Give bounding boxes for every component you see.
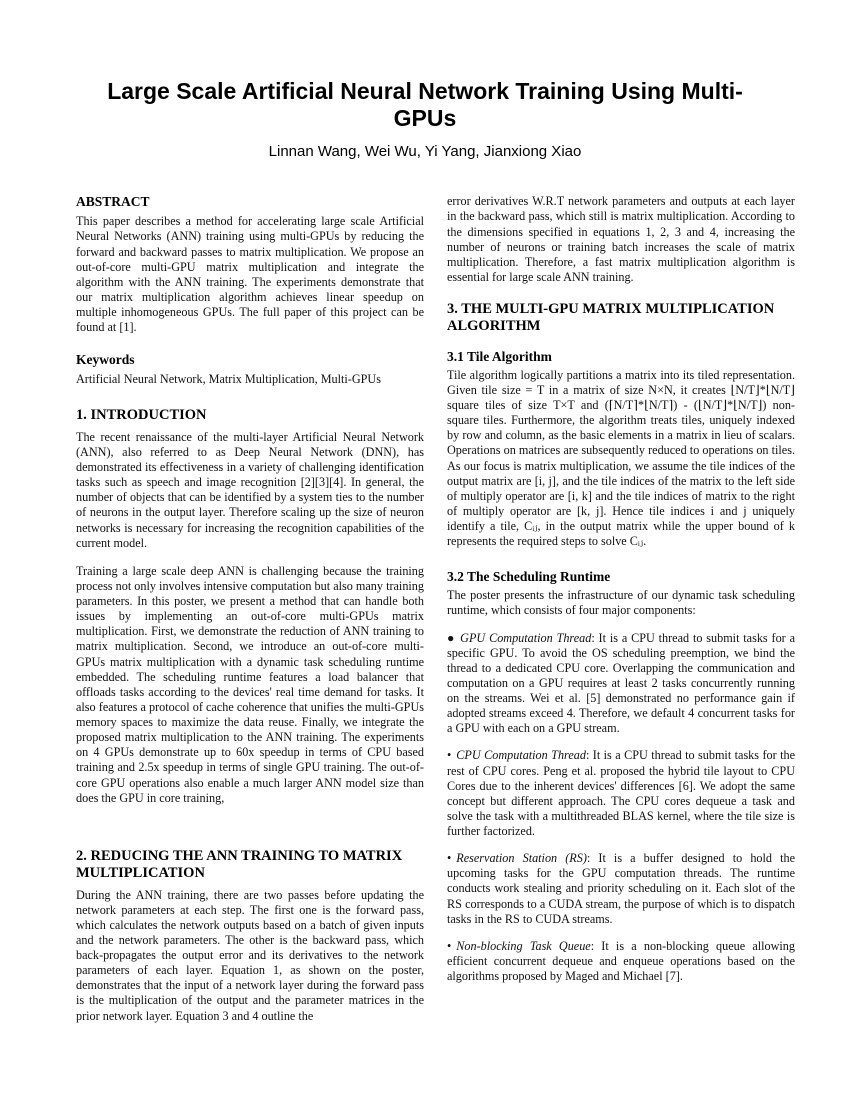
keywords-text: Artificial Neural Network, Matrix Multiplication, Multi-GPUs — [76, 372, 381, 387]
abstract-text: This paper describes a method for accelerating large scale Artificial Neural Networks (ANN) training using multi-GPUs by reducing the forward and backward passes to matrix multiplication. We propose an out-of-core multi-GPU matrix multiplication and integrate the algorithm with the ANN training. The experiments demonstrate that our matrix multiplication algorithm achieves linear speedup on multiple inhomogeneous GPUs. The full paper of this project can be found at [1]. — [76, 214, 424, 335]
section-3-2-heading: 3.2 The Scheduling Runtime — [447, 569, 611, 585]
bullet-reservation-station — [447, 851, 795, 927]
section-3-2-paragraph: The poster presents the infrastructure of our dynamic task scheduling runtime, which consists of four major components: — [447, 588, 795, 618]
abstract-heading: ABSTRACT — [76, 194, 150, 210]
section-2-continuation: error derivatives W.R.T network parameters and outputs at each layer in the backward pass, which still is matrix multiplication. According to the dimensions specified in equations 1, 2, 3 and 4, increasing the number of neurons or training batch increases the scale of matrix multiplication. Therefore, a fast matrix multiplication algorithm is essential for large scale ANN training. — [447, 194, 795, 284]
bullet-term: Reservation Station (RS) — [456, 851, 587, 866]
bullet-text: : It is a CPU thread to submit tasks for the rest of CPU cores. Peng et al. proposed the hybrid tile layout to CPU Cores due to the inherent devices' differences [6]. We adopt the same concept but different approach. The CPU cores dequeue a task and solve the task with a multithreaded BLAS kernel, where the tile size is further factorized. — [447, 748, 795, 839]
section-2-heading: 2. REDUCING THE ANN TRAINING TO MATRIX MULTIPLICATION — [76, 847, 403, 882]
bullet-text: : It is a CPU thread to submit tasks for a specific GPU. To avoid the OS scheduling preemption, we bind the thread to a dedicated CPU core. Overlapping the communication and computation on a GPU requires at least 2 tasks concurrently running on the streams. Wei et al. [5] demonstrated no performance gain if adopted streams exceed 4. Therefore, we default 4 concurrent tasks for a GPU with each on a GPU stream. — [447, 630, 795, 736]
bullet-marker: ● — [447, 630, 456, 645]
left-column — [76, 194, 424, 1023]
bullet-non-blocking-task-queue — [447, 939, 795, 984]
bullet-term: Non-blocking Task Queue — [456, 938, 591, 953]
bullet-marker: • — [447, 851, 452, 866]
two-column-layout — [76, 194, 795, 1023]
section-3-1-heading: 3.1 Tile Algorithm — [447, 348, 552, 364]
right-column — [447, 194, 795, 1023]
section-1-heading: 1. INTRODUCTION — [76, 407, 207, 424]
bullet-marker: • — [447, 748, 452, 763]
authors-line: Linnan Wang, Wei Wu, Yi Yang, Jianxiong Xiao — [268, 143, 582, 161]
section-3-1-paragraph: Tile algorithm logically partitions a matrix into its tiled representation. Given tile size = T in a matrix of size N×N, it creates ⌊N/T⌋*⌊N/T⌋ square tiles of size T×T and (⌈N/T⌉*⌊N/T⌉) - (⌊N/T⌋*⌊N/T⌋) non-square tiles. Furthermore, the algorithm treats tiles, uniquely indexed by row and column, as the basic elements in a matrix in lieu of scalars. Operations on matrices are subsequently reduced to operations on tiles. As our focus is matrix multiplication, we assume the tile indices of the output matrix are [i, j], and the tile indices of the matrix to the left side of multiply operator are [i, k] and the tile indices of matrix to the right of multiply operator are [k, j]. Hence tile indices i and j uniquely identify a tile, Cᵢⱼ, in the output matrix while the upper bound of k represents the required steps to solve Cᵢⱼ. — [447, 367, 795, 549]
paper-title: Large Scale Artificial Neural Network Training Using Multi-GPUs — [107, 78, 743, 132]
bullet-term: CPU Computation Thread — [456, 748, 586, 763]
bullet-marker: • — [447, 938, 452, 953]
section-3-heading: 3. THE MULTI-GPU MATRIX MULTIPLICATION ALGORITHM — [447, 301, 775, 335]
bullet-term: GPU Computation Thread — [460, 630, 592, 645]
bullet-cpu-computation-thread — [447, 748, 795, 839]
section-1-paragraph-1: The recent renaissance of the multi-layer Artificial Neural Network (ANN), also referred to as Deep Neural Network (DNN), has demonstrated its effectiveness in a variety of challenging identification tasks such as speech and image recognition [2][3][4]. In general, the number of objects that can be identified by a system ties to the number of neurons in the output layer. Therefore scaling up the size of neuron networks is necessary for increasing the recognition capabilities of the current model. — [76, 429, 424, 550]
bullet-text: : It is a buffer designed to hold the upcoming tasks for the GPU computation threads. The runtime conducts work stealing and priority scheduling on it. Each slot of the RS corresponds to a CUDA stream, the purpose of which is to dispatch tasks in the RS to CUDA streams. — [447, 851, 795, 926]
keywords-heading: Keywords — [76, 352, 135, 368]
section-2-paragraph-1: During the ANN training, there are two passes before updating the network parameters at each step. The first one is the forward pass, which calculates the network outputs based on a batch of given inputs and the network parameters. The other is the backward pass, which back-propagates the output error and its derivatives to the network parameters of each layer. Equation 1, as shown on the poster, demonstrates that the input of a network layer during the forward pass is the multiplication of the output and the parameter matrices in the prior network layer. Equation 3 and 4 outline the — [76, 887, 424, 1023]
section-1-paragraph-2: Training a large scale deep ANN is challenging because the training process not only involves intensive computation but also many training parameters. In this poster, we present a method that can handle both issues by implementing an out-of-core multi-GPUs matrix multiplication. First, we demonstrate the reduction of ANN training to matrix multiplication. Second, we introduce an out-of-core multi-GPUs matrix multiplication with a dynamic task scheduling runtime embedded. The scheduling runtime features a load balancer that offloads tasks according to the devices' real time demand for tasks. It also features a protocol of cache coherence that unifies the multi-GPUs memory spaces to maximize the data reuse. Finally, we integrate the proposed matrix multiplication to the ANN training. The experiments on 4 GPUs demonstrate up to 60x speedup in terms of CPU based training and 2.5x speedup in terms of single GPU training. The out-of-core GPU operations also enable a much larger ANN model size than does the GPU in core training, — [76, 563, 424, 805]
bullet-text: : It is a non-blocking queue allowing efficient concurrent dequeue and enqueue operations based on the algorithms proposed by Maged and Michael [7]. — [447, 938, 795, 984]
bullet-gpu-computation-thread — [447, 631, 795, 737]
